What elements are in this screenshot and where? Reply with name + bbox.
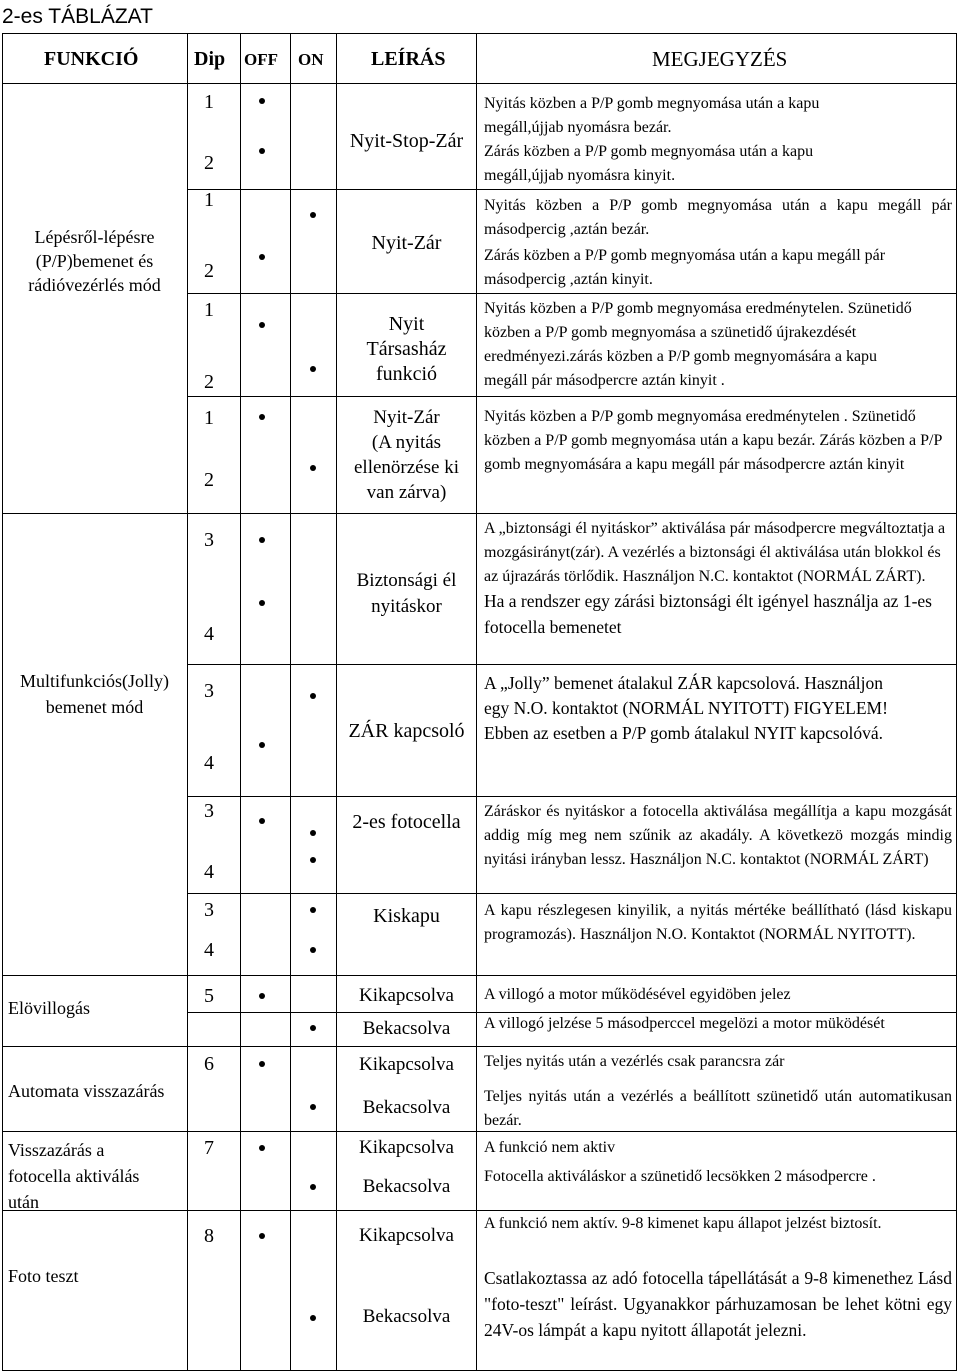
dip-number: 3	[204, 899, 214, 921]
note-text: Nyitás közben a P/P gomb megnyomása eredménytelen . Szünetidő közben a P/P gomb megnyomása után a kapu bezár. Zárás közben a P/P gomb megnyomására a kapu megáll pár másodpercre aztán kinyit	[484, 408, 942, 473]
off-dot	[259, 1233, 265, 1239]
dip-number: 1	[204, 407, 214, 429]
page-title: 2-es TÁBLÁZAT	[2, 5, 153, 28]
header-on: ON	[298, 50, 324, 69]
desc-kikapcsolva: Kikapcsolva	[359, 985, 454, 1006]
dip-number: 4	[204, 861, 214, 883]
header-off: OFF	[244, 50, 278, 69]
function-jolly	[2, 668, 187, 720]
note-text: Nyitás közben a P/P gomb megnyomása után a kapu megáll,újjab nyomásra bezár.	[484, 95, 820, 136]
dip-number: 7	[204, 1137, 214, 1159]
on-dot	[310, 465, 316, 471]
off-dot	[259, 98, 265, 104]
desc-tarsashaz-line2: Társasház	[366, 338, 447, 360]
function-visszazaras	[8, 1137, 139, 1215]
off-dot	[259, 148, 265, 154]
note-text: Teljes nyitás után a vezérlés a beállított szünetidő után automatikusan bezár.	[484, 1088, 952, 1129]
desc-biztonsagi-el-line2: nyitáskor	[371, 596, 442, 617]
function-visszazaras-line3: után	[8, 1192, 39, 1212]
note-text: Csatlakoztassa az adó fotocella tápellátását a 9-8 kimenethez Lásd "foto-teszt" leírást. Ugyanakkor párhuzamosan be lehet kötni egy 24V-os lámpát a kapu nyitott állapotát jelezni.	[484, 1268, 952, 1340]
function-visszazaras-line1: Visszazárás a	[8, 1140, 105, 1160]
dip-number: 2	[204, 152, 214, 174]
note-text-part: Ha a rendszer egy zárási biztonsági élt igényel használja az 1-es fotocella bemenetet	[484, 591, 932, 637]
note-text: A villogó a motor működésével egyidöben jelez	[484, 986, 791, 1003]
off-dot	[259, 414, 265, 420]
desc-nyit-zar-ellenorzes-line1: Nyit-Zár	[373, 407, 440, 428]
desc-bekacsolva: Bekacsolva	[362, 1176, 451, 1197]
desc-tarsashaz-line1: Nyit	[388, 313, 425, 335]
dip-number: 1	[204, 299, 214, 321]
off-dot	[259, 254, 265, 260]
dip-number: 3	[204, 800, 214, 822]
on-dot	[310, 907, 316, 913]
function-automata: Automata visszazárás	[8, 1081, 165, 1101]
dip-number: 2	[204, 260, 214, 282]
header-leiras: LEÍRÁS	[371, 48, 446, 70]
desc-biztonsagi-el	[337, 568, 476, 620]
note-text: Záráskor és nyitáskor a fotocella aktiválása megállítja a kapu mozgását addig míg meg nem szűnik az akadály. A következö mozgás mindig nyitási irányban lessz. Használjon N.C. kontaktot (NORMÁL ZÁRT)	[484, 803, 952, 868]
note-text-part: A „biztonsági él nyitáskor” aktiválása pár másodpercre megváltoztatja a mozgásirányt(zár). A vezérlés a biztonsági él aktiválása után blokkol és az újrazárás törlődik. Használjon N.C. kontaktot (NORMÁL ZÁRT).	[484, 520, 946, 585]
note-text: A „Jolly” bemenet átalakul ZÁR kapcsolová. Használjon egy N.O. kontaktot (NORMÁL NYITOTT) FIGYELEM! Ebben az esetben a P/P gomb átalakul NYIT kapcsolóvá.	[484, 673, 888, 743]
on-dot	[310, 830, 316, 836]
off-dot	[259, 1061, 265, 1067]
dip-number: 1	[204, 189, 214, 211]
function-jolly-line1: Multifunkciós(Jolly)	[20, 671, 169, 691]
dip-number: 3	[204, 680, 214, 702]
desc-kikapcsolva: Kikapcsolva	[359, 1225, 454, 1246]
off-dot	[259, 1145, 265, 1151]
desc-nyit-stop-zar: Nyit-Stop-Zár	[349, 130, 464, 152]
desc-zar-kapcsolo: ZÁR kapcsoló	[348, 720, 465, 742]
desc-nyit-zar-ellenorzes-line3: ellenörzése ki	[354, 457, 459, 478]
on-dot	[310, 1025, 316, 1031]
off-dot	[259, 537, 265, 543]
dip-number: 4	[204, 623, 214, 645]
note-text: A funkció nem aktiv	[484, 1139, 616, 1156]
dip-number: 8	[204, 1225, 214, 1247]
dip-number: 4	[204, 752, 214, 774]
note-text: Fotocella aktiváláskor a szünetidő lecsökken 2 másodpercre .	[484, 1168, 876, 1185]
on-dot	[310, 947, 316, 953]
function-foto-teszt: Foto teszt	[8, 1266, 79, 1286]
desc-nyit-zar-ellenorzes-line2: (A nyitás	[371, 432, 442, 453]
on-dot	[310, 1315, 316, 1321]
on-dot	[310, 212, 316, 218]
off-dot	[259, 742, 265, 748]
on-dot	[310, 366, 316, 372]
off-dot	[259, 322, 265, 328]
desc-nyit-zar-ellenorzes-line4: van zárva)	[366, 482, 447, 503]
desc-kiskapu: Kiskapu	[373, 905, 440, 927]
dip-number: 2	[204, 371, 214, 393]
dip-number: 3	[204, 529, 214, 551]
note-text	[484, 517, 948, 641]
note-text: Zárás közben a P/P gomb megnyomása után a kapu megáll,újjab nyomásra kinyit.	[484, 143, 814, 184]
note-text: A villogó jelzése 5 másodperccel megelözi a motor müködését	[484, 1015, 885, 1032]
desc-kikapcsolva: Kikapcsolva	[359, 1054, 454, 1075]
on-dot	[310, 1104, 316, 1110]
note-text: Teljes nyitás után a vezérlés csak parancsra zár	[484, 1053, 785, 1070]
on-dot	[310, 1184, 316, 1190]
desc-nyit-zar-ellenorzes	[337, 405, 476, 505]
on-dot	[310, 693, 316, 699]
dip-number: 1	[204, 91, 214, 113]
note-text: Nyitás közben a P/P gomb megnyomása után a kapu megáll pár másodpercig ,aztán bezár.	[484, 197, 952, 238]
desc-kikapcsolva: Kikapcsolva	[359, 1137, 454, 1158]
desc-nyit-zar: Nyit-Zár	[371, 232, 442, 254]
desc-bekacsolva: Bekacsolva	[362, 1306, 451, 1327]
off-dot	[259, 818, 265, 824]
function-step-mode	[2, 225, 187, 297]
desc-tarsashaz	[337, 312, 476, 387]
desc-tarsashaz-line3: funkció	[375, 363, 438, 385]
function-step-mode-line3: rádióvezérlés mód	[28, 275, 161, 295]
off-dot	[259, 600, 265, 606]
note-text: A funkció nem aktív. 9-8 kimenet kapu állapot jelzést biztosít.	[484, 1215, 882, 1232]
desc-bekacsolva: Bekacsolva	[362, 1097, 451, 1118]
dip-number: 6	[204, 1053, 214, 1075]
note-text: Nyitás közben a P/P gomb megnyomása eredménytelen. Szünetidő közben a P/P gomb megnyomása a szünetidő újrakezdését eredményezi.zárás közben a P/P gomb megnyomására a kapu megáll pár másodpercre aztán kinyit .	[484, 300, 912, 389]
desc-biztonsagi-el-line1: Biztonsági él	[356, 570, 457, 591]
dip-number: 4	[204, 939, 214, 961]
note-text: A kapu részlegesen kinyilik, a nyitás mértéke beállítható (lásd kiskapu programozás). Használjon N.O. Kontaktot (NORMÁL NYITOTT).	[484, 902, 952, 943]
header-dip: Dip	[194, 48, 226, 70]
desc-bekacsolva: Bekacsolva	[362, 1018, 451, 1039]
function-step-mode-line2: (P/P)bemenet és	[35, 251, 154, 271]
header-funkcio: FUNKCIÓ	[44, 48, 139, 70]
header-megjegyzes: MEGJEGYZÉS	[652, 47, 788, 71]
on-dot	[310, 857, 316, 863]
function-elovillogas: Elövillogás	[8, 998, 90, 1018]
function-jolly-line2: bemenet mód	[45, 697, 144, 717]
function-visszazaras-line2: fotocella aktiválás	[8, 1166, 140, 1186]
note-text: Zárás közben a P/P gomb megnyomása után a kapu megáll pár másodpercig ,aztán kinyit.	[484, 247, 886, 288]
off-dot	[259, 993, 265, 999]
desc-2es-fotocella: 2-es fotocella	[352, 811, 461, 833]
dip-number: 2	[204, 469, 214, 491]
function-step-mode-line1: Lépésről-lépésre	[34, 227, 155, 247]
dip-number: 5	[204, 985, 214, 1007]
